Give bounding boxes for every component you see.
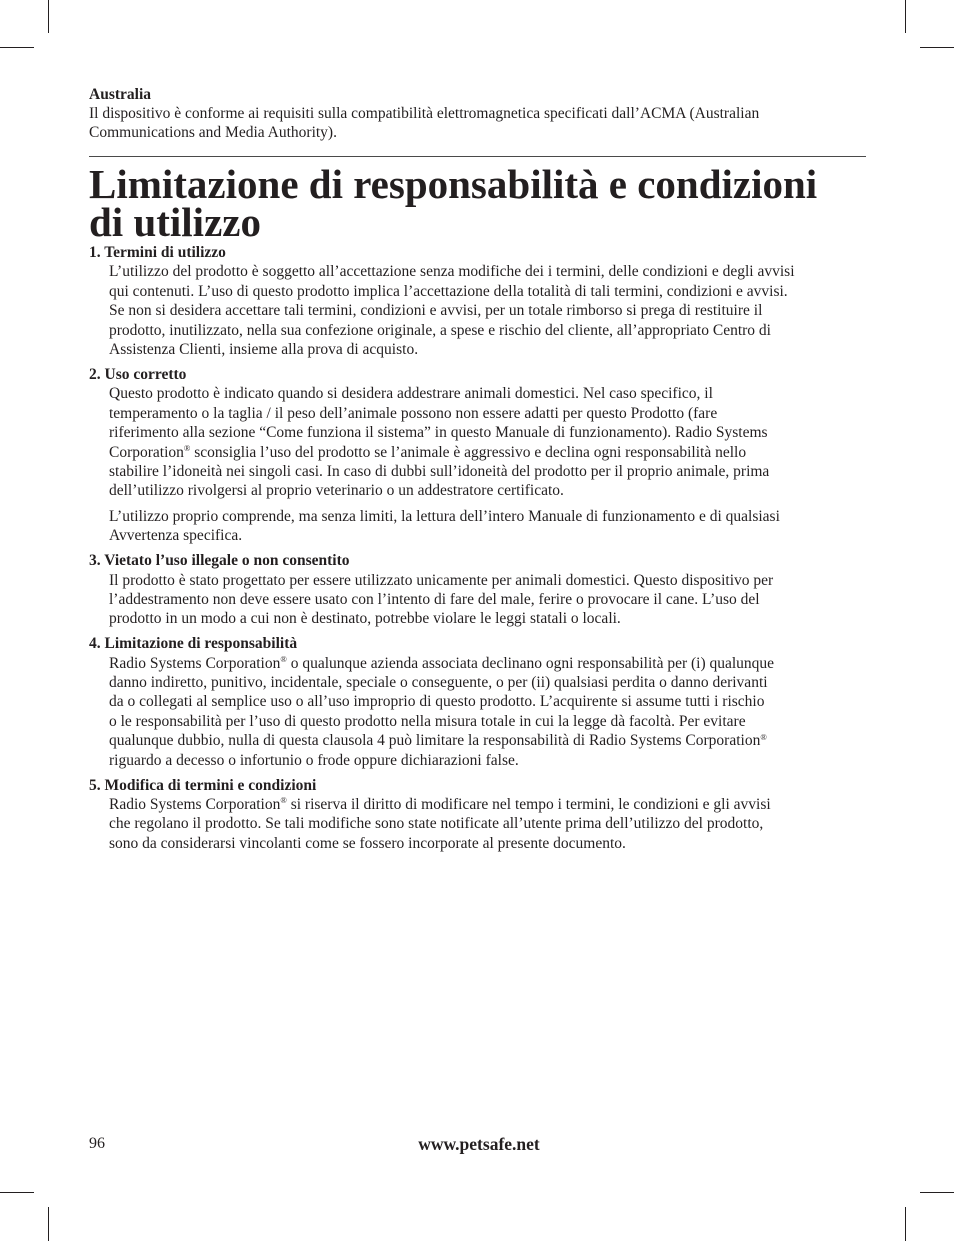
crop-mark xyxy=(920,1192,954,1193)
section-terms-of-use xyxy=(89,243,879,359)
section-heading: 3. Vietato l’uso illegale o non consentito xyxy=(89,552,350,570)
text-line: danno indiretto, punitivo, incidentale, speciale o conseguente, o per (ii) qualsiasi perdita o danno derivanti xyxy=(109,674,768,692)
text-line xyxy=(109,731,879,750)
line-text: qualunque dubbio, nulla di questa clausola 4 può limitare la responsabilità di Radio Systems Corporation xyxy=(109,732,761,750)
text-line xyxy=(109,795,879,814)
australia-compliance xyxy=(89,86,759,142)
crop-mark xyxy=(905,1207,906,1241)
section-paragraph xyxy=(89,795,879,853)
text-line: sono da considerarsi vincolanti come se fossero incorporate al presente documento. xyxy=(109,834,626,852)
text-line: Il prodotto è stato progettato per essere utilizzato unicamente per animali domestici. Questo dispositivo per xyxy=(109,571,774,589)
separator-rule xyxy=(89,156,866,157)
line-text: si riserva il diritto di modificare nel tempo i termini, le condizioni e gli avvisi xyxy=(286,795,771,813)
crop-mark xyxy=(48,0,49,33)
text-line: qui contenuti. L’uso di questo prodotto implica l’accettazione della totalità di tali termini, condizioni e avvisi. xyxy=(109,282,788,300)
text-line: Se non si desidera accettare tali termini, condizioni e avvisi, per un totale rimborso si prega di restituire il xyxy=(109,302,763,320)
text-line: Assistenza Clienti, insieme alla prova di acquisto. xyxy=(109,341,419,359)
section-paragraph xyxy=(89,262,879,359)
section-paragraph xyxy=(89,507,879,546)
text-line: prodotto in un modo a cui non è destinato, potrebbe violare le leggi statali o locali. xyxy=(109,610,621,628)
text-line: riguardo a decesso o infortunio o frode oppure dichiarazioni false. xyxy=(109,751,519,769)
registered-mark: ® xyxy=(280,654,287,665)
crop-mark xyxy=(48,1207,49,1241)
text-line: temperamento o la taglia / il peso dell’animale possono non essere adatti per questo Prodotto (fare xyxy=(109,404,718,422)
crop-mark xyxy=(905,0,906,33)
page-title xyxy=(89,161,818,245)
text-line: riferimento alla sezione “Come funziona il sistema” in questo Manuale di funzionamento). Radio Systems xyxy=(109,424,768,442)
text-line: Communications and Media Authority). xyxy=(89,123,337,141)
page-number: 96 xyxy=(89,1135,105,1152)
crop-mark xyxy=(0,47,34,48)
section-prohibited-use xyxy=(89,551,879,629)
section-paragraph xyxy=(89,654,879,770)
line-text: Radio Systems Corporation xyxy=(109,795,281,813)
registered-mark: ® xyxy=(760,731,767,742)
footer-website: www.petsafe.net xyxy=(418,1134,540,1154)
text-line xyxy=(109,443,879,462)
text-line: Avvertenza specifica. xyxy=(109,527,243,545)
section-paragraph xyxy=(89,571,879,629)
terms-sections xyxy=(89,243,879,853)
section-limitation-of-liability xyxy=(89,634,879,770)
section-modification-of-terms xyxy=(89,776,879,854)
text-line: L’utilizzo del prodotto è soggetto all’accettazione senza modifiche dei i termini, delle condizioni e degli avvisi xyxy=(109,263,795,281)
crop-mark xyxy=(0,1192,34,1193)
text-line: Questo prodotto è indicato quando si desidera addestrare animali domestici. Nel caso specifico, il xyxy=(109,385,713,403)
title-line: Limitazione di responsabilità e condizioni xyxy=(89,161,818,207)
text-line: L’utilizzo proprio comprende, ma senza limiti, la lettura dell’intero Manuale di funzionamento e di qualsiasi xyxy=(109,507,780,525)
section-proper-use xyxy=(89,365,879,546)
line-text: Corporation xyxy=(109,443,184,461)
text-line: prodotto, inutilizzato, nella sua confezione originale, a spese e rischio del cliente, all’appropriato Centro di xyxy=(109,321,771,339)
text-line: da o collegati al semplice uso o all’uso improprio di questo prodotto. L’acquirente si assume tutti i rischio xyxy=(109,693,765,711)
text-line: stabilire l’idoneità nei singoli casi. In caso di dubbi sull’idoneità del prodotto per il proprio animale, prima xyxy=(109,462,770,480)
text-line: l’addestramento non deve essere usato con l’intento di fare del male, ferire o provocare il cane. L’uso del xyxy=(109,590,760,608)
line-text: sconsiglia l’uso del prodotto se l’animale è aggressivo e declina ogni responsabilità nello xyxy=(190,443,747,461)
text-line: o le responsabilità per l’uso di questo prodotto nella misura totale in cui la legge dà facoltà. Per evitare xyxy=(109,712,746,730)
australia-heading: Australia xyxy=(89,86,151,103)
text-line: Il dispositivo è conforme ai requisiti sulla compatibilità elettromagnetica specificati dall’ACMA (Australian xyxy=(89,104,760,122)
line-text: o qualunque azienda associata declinano ogni responsabilità per (i) qualunque xyxy=(286,654,775,672)
line-text: Radio Systems Corporation xyxy=(109,654,281,672)
registered-mark: ® xyxy=(183,443,191,454)
section-paragraph xyxy=(89,384,879,500)
text-line xyxy=(109,654,879,673)
section-heading: 2. Uso corretto xyxy=(89,365,187,383)
registered-mark: ® xyxy=(280,795,287,806)
text-line: dell’utilizzo rivolgersi al proprio veterinario o un addestratore certificato. xyxy=(109,482,564,500)
text-line: che regolano il prodotto. Se tali modifiche sono state notificate all’utente prima dell’utilizzo del prodotto, xyxy=(109,815,764,833)
crop-mark xyxy=(920,47,954,48)
section-heading: 1. Termini di utilizzo xyxy=(89,244,226,261)
section-heading: 5. Modifica di termini e condizioni xyxy=(89,776,317,794)
section-heading: 4. Limitazione di responsabilità xyxy=(89,635,298,653)
title-line: di utilizzo xyxy=(89,199,261,245)
